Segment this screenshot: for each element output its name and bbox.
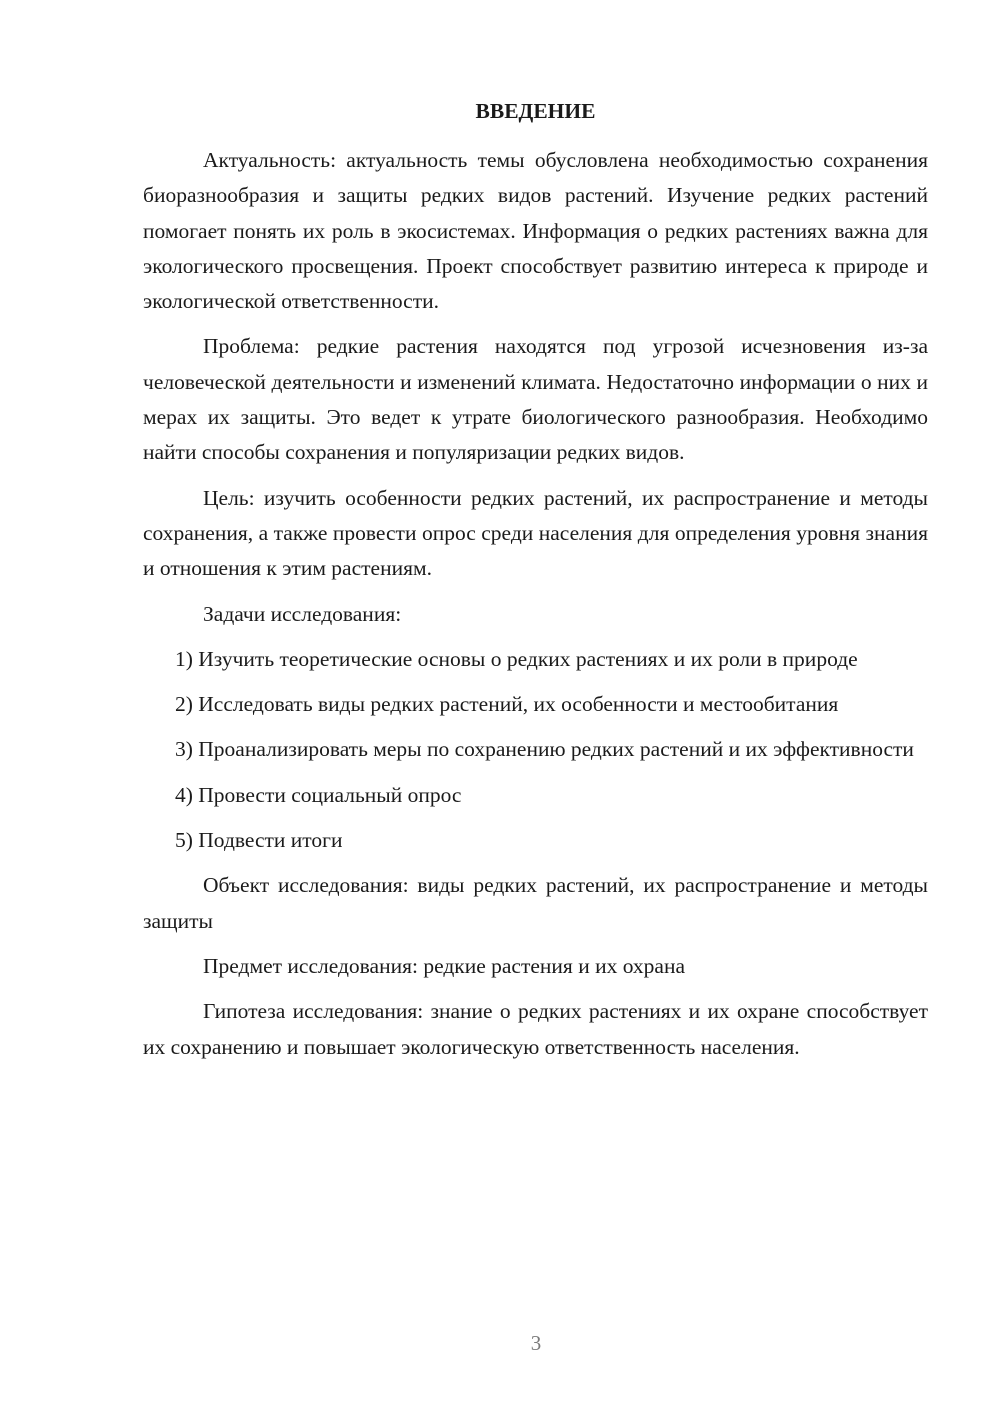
paragraph-tasks-heading: Задачи исследования: — [203, 601, 402, 626]
paragraph-hypothesis: Гипотеза исследования: знание о редких растениях и их охране способствует их сохранению и повышает экологическую ответственность населения. — [143, 999, 928, 1059]
task-item: 3) Проанализировать меры по сохранению редких растений и их эффективности — [175, 737, 914, 762]
paragraph-problem: Проблема: редкие растения находятся под угрозой исчезновения из-за человеческой деятельности и изменений климата. Недостаточно информации о них и мерах их защиты. Это ведет к утрате биологического разнообразия. Необходимо найти способы сохранения и популяризации редких видов. — [143, 334, 928, 465]
page-content — [143, 94, 928, 1075]
paragraph-object: Объект исследования: виды редких растений, их распространение и методы защиты — [143, 873, 928, 933]
task-item: 2) Исследовать виды редких растений, их особенности и местообитания — [175, 692, 839, 717]
task-item: 1) Изучить теоретические основы о редких растениях и их роли в природе — [175, 646, 858, 671]
task-item: 5) Подвести итоги — [175, 828, 343, 853]
page-number: 3 — [530, 1331, 542, 1355]
paragraph-goal: Цель: изучить особенности редких растений, их распространение и методы сохранения, а также провести опрос среди населения для определения уровня знания и отношения к этим растениям. — [143, 485, 928, 581]
task-item: 4) Провести социальный опрос — [175, 782, 462, 807]
paragraph-relevance: Актуальность: актуальность темы обусловлена необходимостью сохранения биоразнообразия и защиты редких видов растений. Изучение редких растений помогает понять их роль в экосистемах. Информация о редких растениях важна для экологического просвещения. Проект способствует развитию интереса к природе и экологической ответственности. — [143, 148, 928, 314]
page-title: ВВЕДЕНИЕ — [475, 99, 596, 123]
paragraph-subject: Предмет исследования: редкие растения и их охрана — [203, 953, 686, 978]
